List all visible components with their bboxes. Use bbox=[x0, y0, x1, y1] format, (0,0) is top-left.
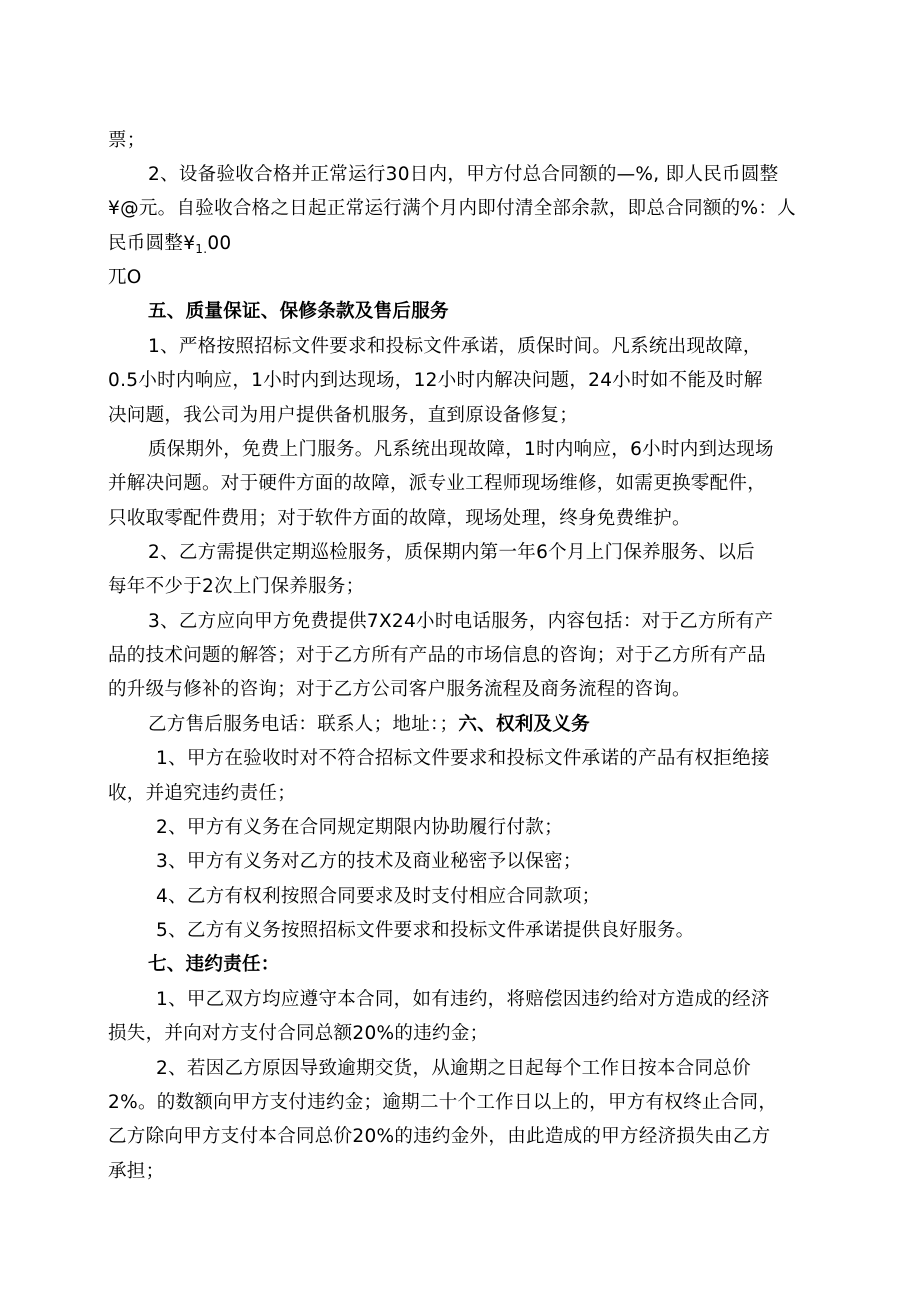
paragraph-line: ¥@元。自验收合格之日起正常运行满个月内即付清全部余款，即总合同额的%：人 bbox=[108, 198, 796, 219]
paragraph-line: 收，并追究违约责任； bbox=[108, 783, 297, 804]
paragraph-line: 兀O bbox=[108, 267, 142, 288]
paragraph-line: 4、乙方有权利按照合同要求及时支付相应合同款项； bbox=[156, 886, 601, 907]
amount-tail: 00 bbox=[207, 233, 232, 254]
paragraph-line: 只收取零配件费用；对于软件方面的故障，现场处理，终身免费维护。 bbox=[108, 508, 691, 529]
paragraph-line: 1、甲方在验收时对不符合招标文件要求和投标文件承诺的产品有权拒绝接 bbox=[156, 748, 770, 769]
paragraph-line: 2%。的数额向甲方支付违约金；逾期二十个工作日以上的，甲方有权终止合同， bbox=[108, 1092, 778, 1113]
paragraph-line: 票； bbox=[108, 130, 146, 151]
paragraph-line bbox=[108, 232, 231, 261]
paragraph-line: 质保期外，免费上门服务。凡系统出现故障，1时内响应，6小时内到达现场 bbox=[148, 439, 774, 460]
paragraph-line: 5、乙方有义务按照招标文件要求和投标文件承诺提供良好服务。 bbox=[156, 920, 695, 941]
section-heading: 七、违约责任： bbox=[148, 954, 280, 975]
paragraph-line: 乙方除向甲方支付本合同总价20%的违约金外，由此造成的甲方经济损失由乙方 bbox=[108, 1126, 771, 1147]
paragraph-line: 1、严格按照招标文件要求和投标文件承诺，质保时间。凡系统出现故障， bbox=[148, 336, 762, 357]
paragraph-line: 3、乙方应向甲方免费提供7X24小时电话服务，内容包括：对于乙方所有产 bbox=[148, 611, 774, 632]
paragraph-line: 损失，并向对方支付合同总额20%的违约金； bbox=[108, 1023, 489, 1044]
paragraph-line: 2、乙方需提供定期巡检服务，质保期内第一年6个月上门保养服务、以后 bbox=[148, 542, 755, 563]
paragraph-line: 的升级与修补的咨询；对于乙方公司客户服务流程及商务流程的咨询。 bbox=[108, 679, 691, 700]
amount-prefix: 民币圆整¥ bbox=[108, 233, 196, 254]
section-heading: 六、权利及义务 bbox=[458, 714, 590, 735]
paragraph-line: 2、甲方有义务在合同规定期限内协助履行付款； bbox=[156, 817, 563, 838]
paragraph-line bbox=[148, 713, 590, 737]
amount-subscript: 1. bbox=[195, 242, 208, 256]
paragraph-line: 2、若因乙方原因导致逾期交货，从逾期之日起每个工作日按本合同总价 bbox=[156, 1058, 751, 1079]
paragraph-line: 1、甲乙双方均应遵守本合同，如有违约，将赔偿因违约给对方造成的经济 bbox=[156, 989, 770, 1010]
paragraph-line: 品的技术问题的解答；对于乙方所有产品的市场信息的咨询；对于乙方所有产品 bbox=[108, 645, 767, 666]
paragraph-line: 并解决问题。对于硬件方面的故障，派专业工程师现场维修，如需更换零配件， bbox=[108, 473, 767, 494]
section-heading: 五、质量保证、保修条款及售后服务 bbox=[148, 301, 449, 322]
service-contact: 乙方售后服务电话：联系人；地址：； bbox=[148, 714, 459, 735]
paragraph-line: 决问题，我公司为用户提供备机服务，直到原设备修复； bbox=[108, 405, 579, 426]
paragraph-line: 3、甲方有义务对乙方的技术及商业秘密予以保密； bbox=[156, 851, 582, 872]
paragraph-line: 承担； bbox=[108, 1161, 165, 1182]
paragraph-line: 0.5小时内响应，1小时内到达现场，12小时内解决问题，24小时如不能及时解 bbox=[108, 370, 763, 391]
paragraph-line: 2、设备验收合格并正常运行30日内，甲方付总合同额的—%, 即人民币圆整 bbox=[148, 164, 779, 185]
paragraph-line: 每年不少于2次上门保养服务； bbox=[108, 576, 365, 597]
